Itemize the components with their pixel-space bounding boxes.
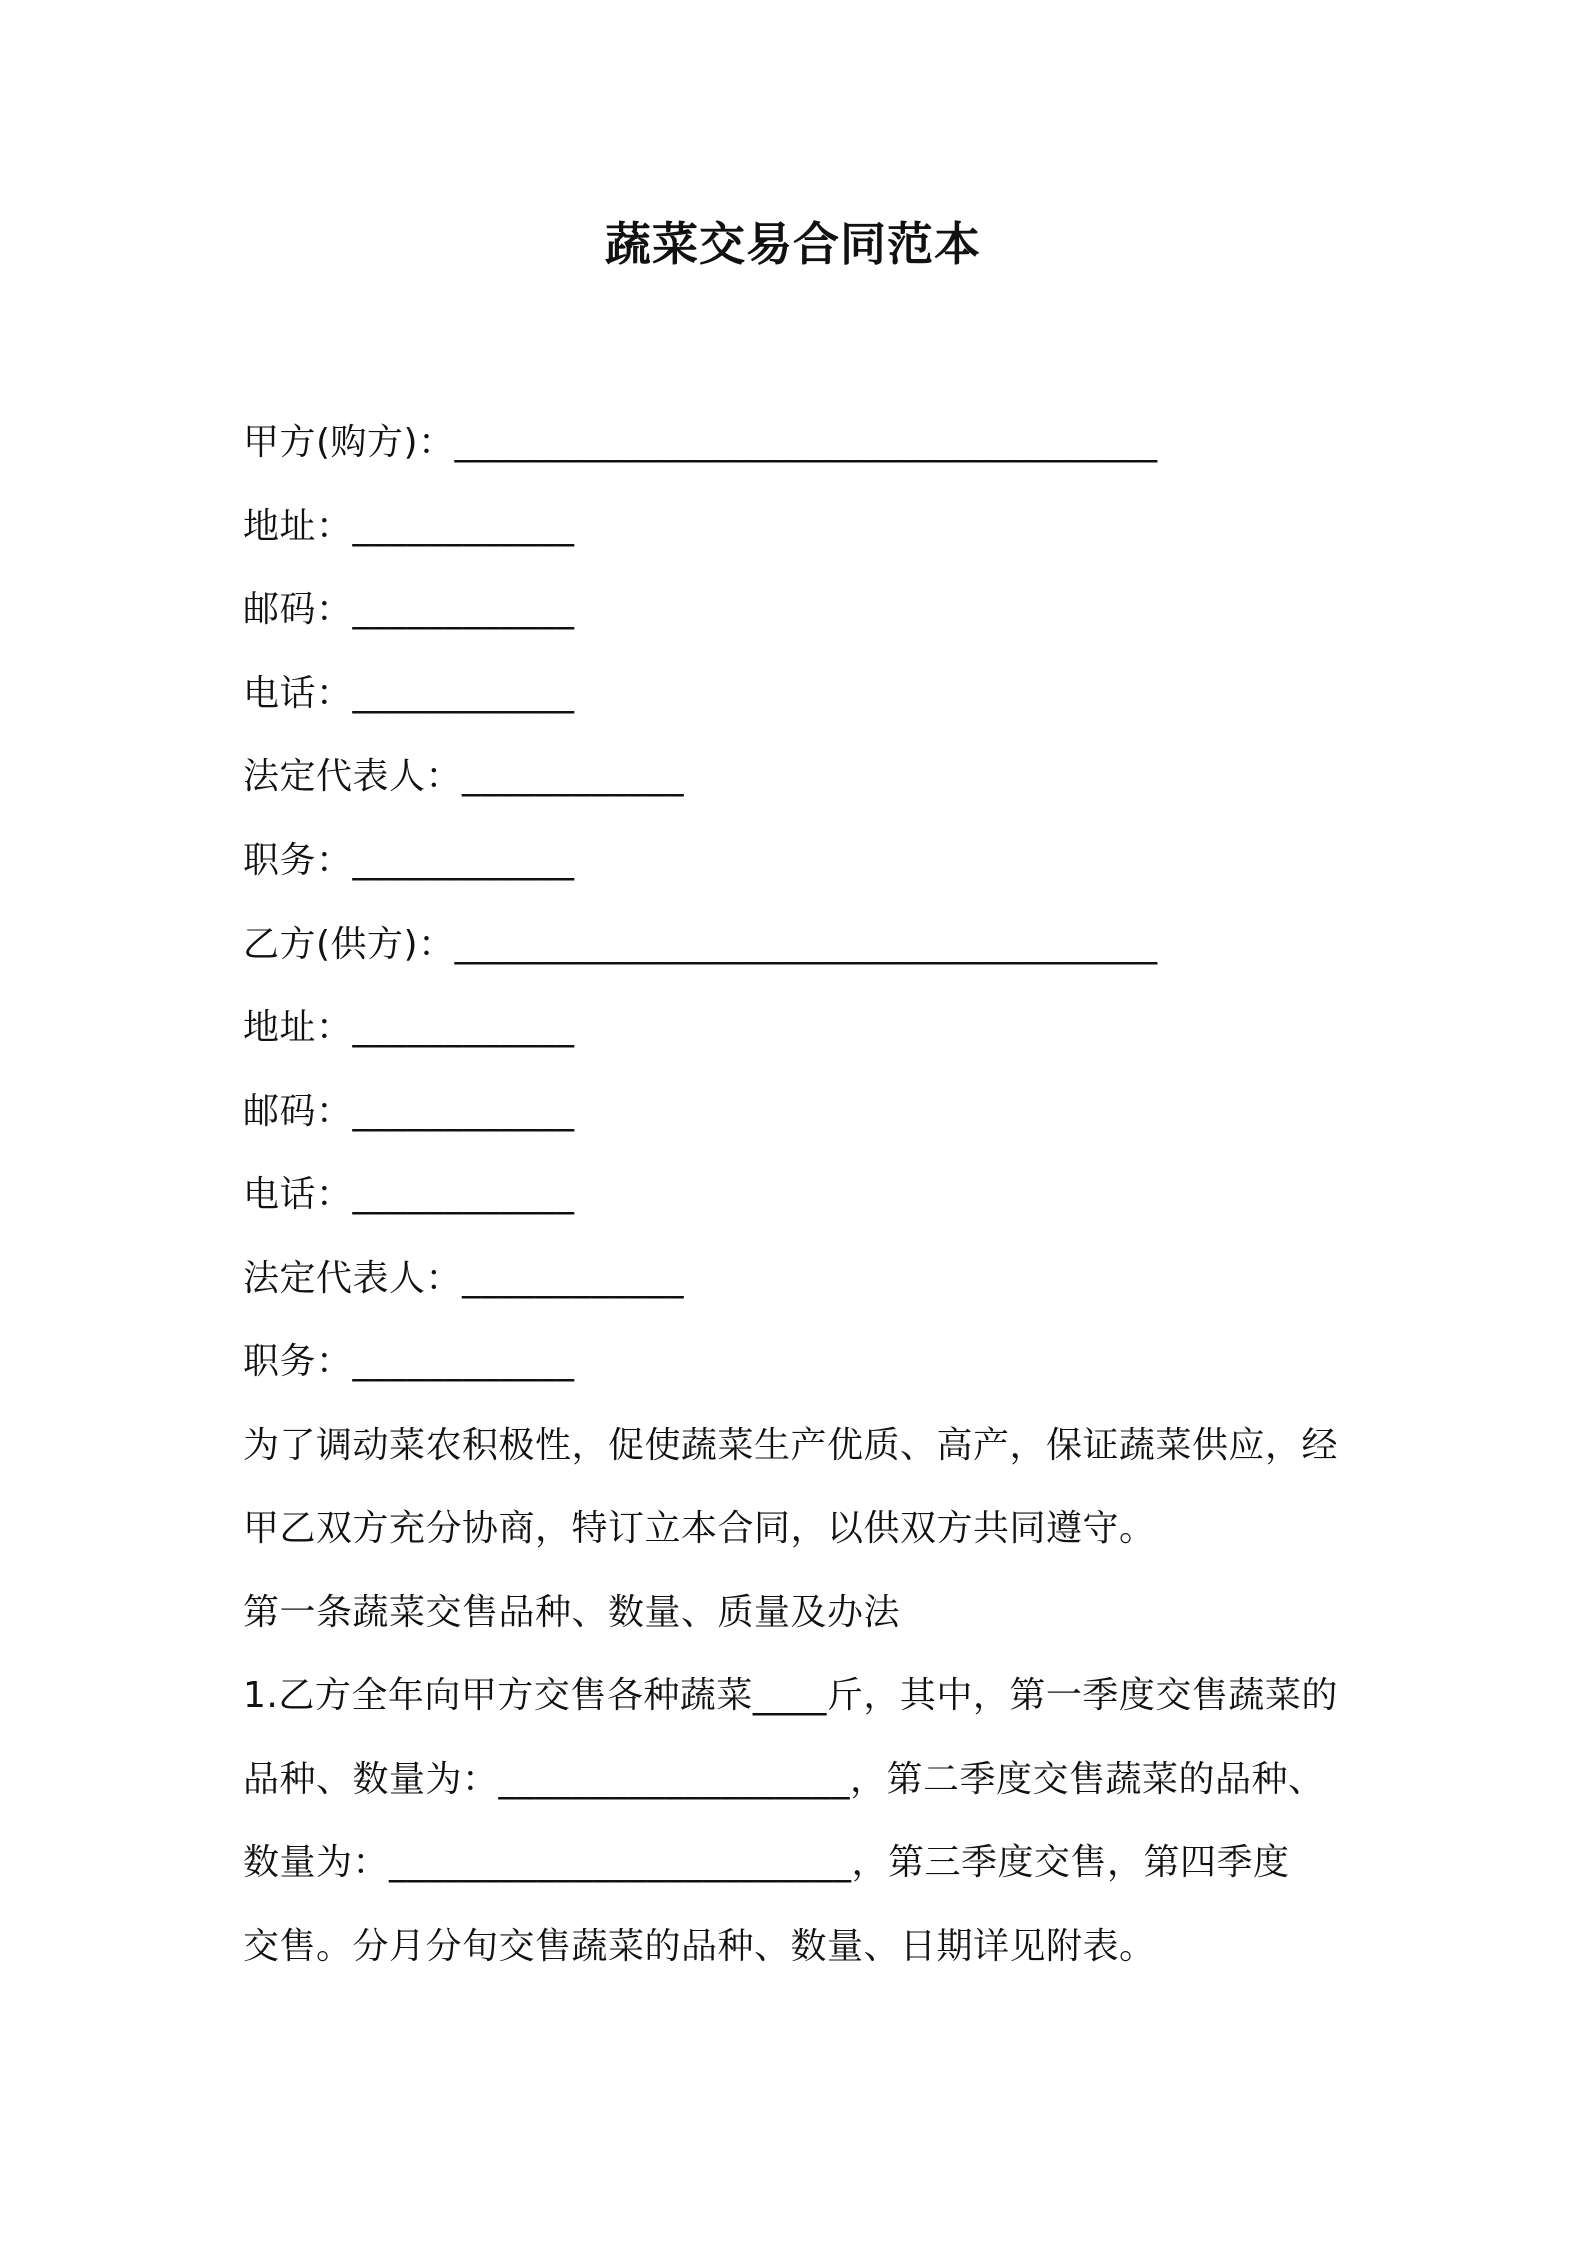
- party-a-phone-line: 电话：____________: [243, 673, 575, 714]
- article-1-body-line: 交售。分月分旬交售蔬菜的品种、数量、日期详见附表。: [243, 1926, 1156, 1967]
- party-a-legal-rep-line: 法定代表人：____________: [243, 756, 685, 797]
- article-1-body-line: 品种、数量为：___________________，第二季度交售蔬菜的品种、: [243, 1759, 1325, 1800]
- party-b-address-line: 地址：____________: [243, 1007, 575, 1048]
- party-b-name-line: 乙方(供方)：______________________________________: [243, 924, 1158, 965]
- party-b-postcode-line: 邮码：____________: [243, 1091, 575, 1132]
- party-b-phone-line: 电话：____________: [243, 1174, 575, 1215]
- preamble-line: 甲乙双方充分协商，特订立本合同，以供双方共同遵守。: [243, 1508, 1156, 1549]
- party-b-position-line: 职务：____________: [243, 1341, 575, 1382]
- party-a-name-line: 甲方(购方)：______________________________________: [243, 422, 1158, 463]
- article-1-body-line: 数量为：_________________________，第三季度交售，第四季度: [243, 1842, 1290, 1883]
- article-1-body-line: 1.乙方全年向甲方交售各种蔬菜____斤，其中，第一季度交售蔬菜的: [243, 1675, 1338, 1716]
- document-title: 蔬菜交易合同范本: [605, 217, 981, 271]
- party-a-position-line: 职务：____________: [243, 840, 575, 881]
- party-a-address-line: 地址：____________: [243, 506, 575, 547]
- article-1-heading: 第一条蔬菜交售品种、数量、质量及办法: [243, 1592, 901, 1633]
- party-b-legal-rep-line: 法定代表人：____________: [243, 1258, 685, 1299]
- party-a-postcode-line: 邮码：____________: [243, 589, 575, 630]
- preamble-line: 为了调动菜农积极性，促使蔬菜生产优质、高产，保证蔬菜供应，经: [243, 1425, 1339, 1466]
